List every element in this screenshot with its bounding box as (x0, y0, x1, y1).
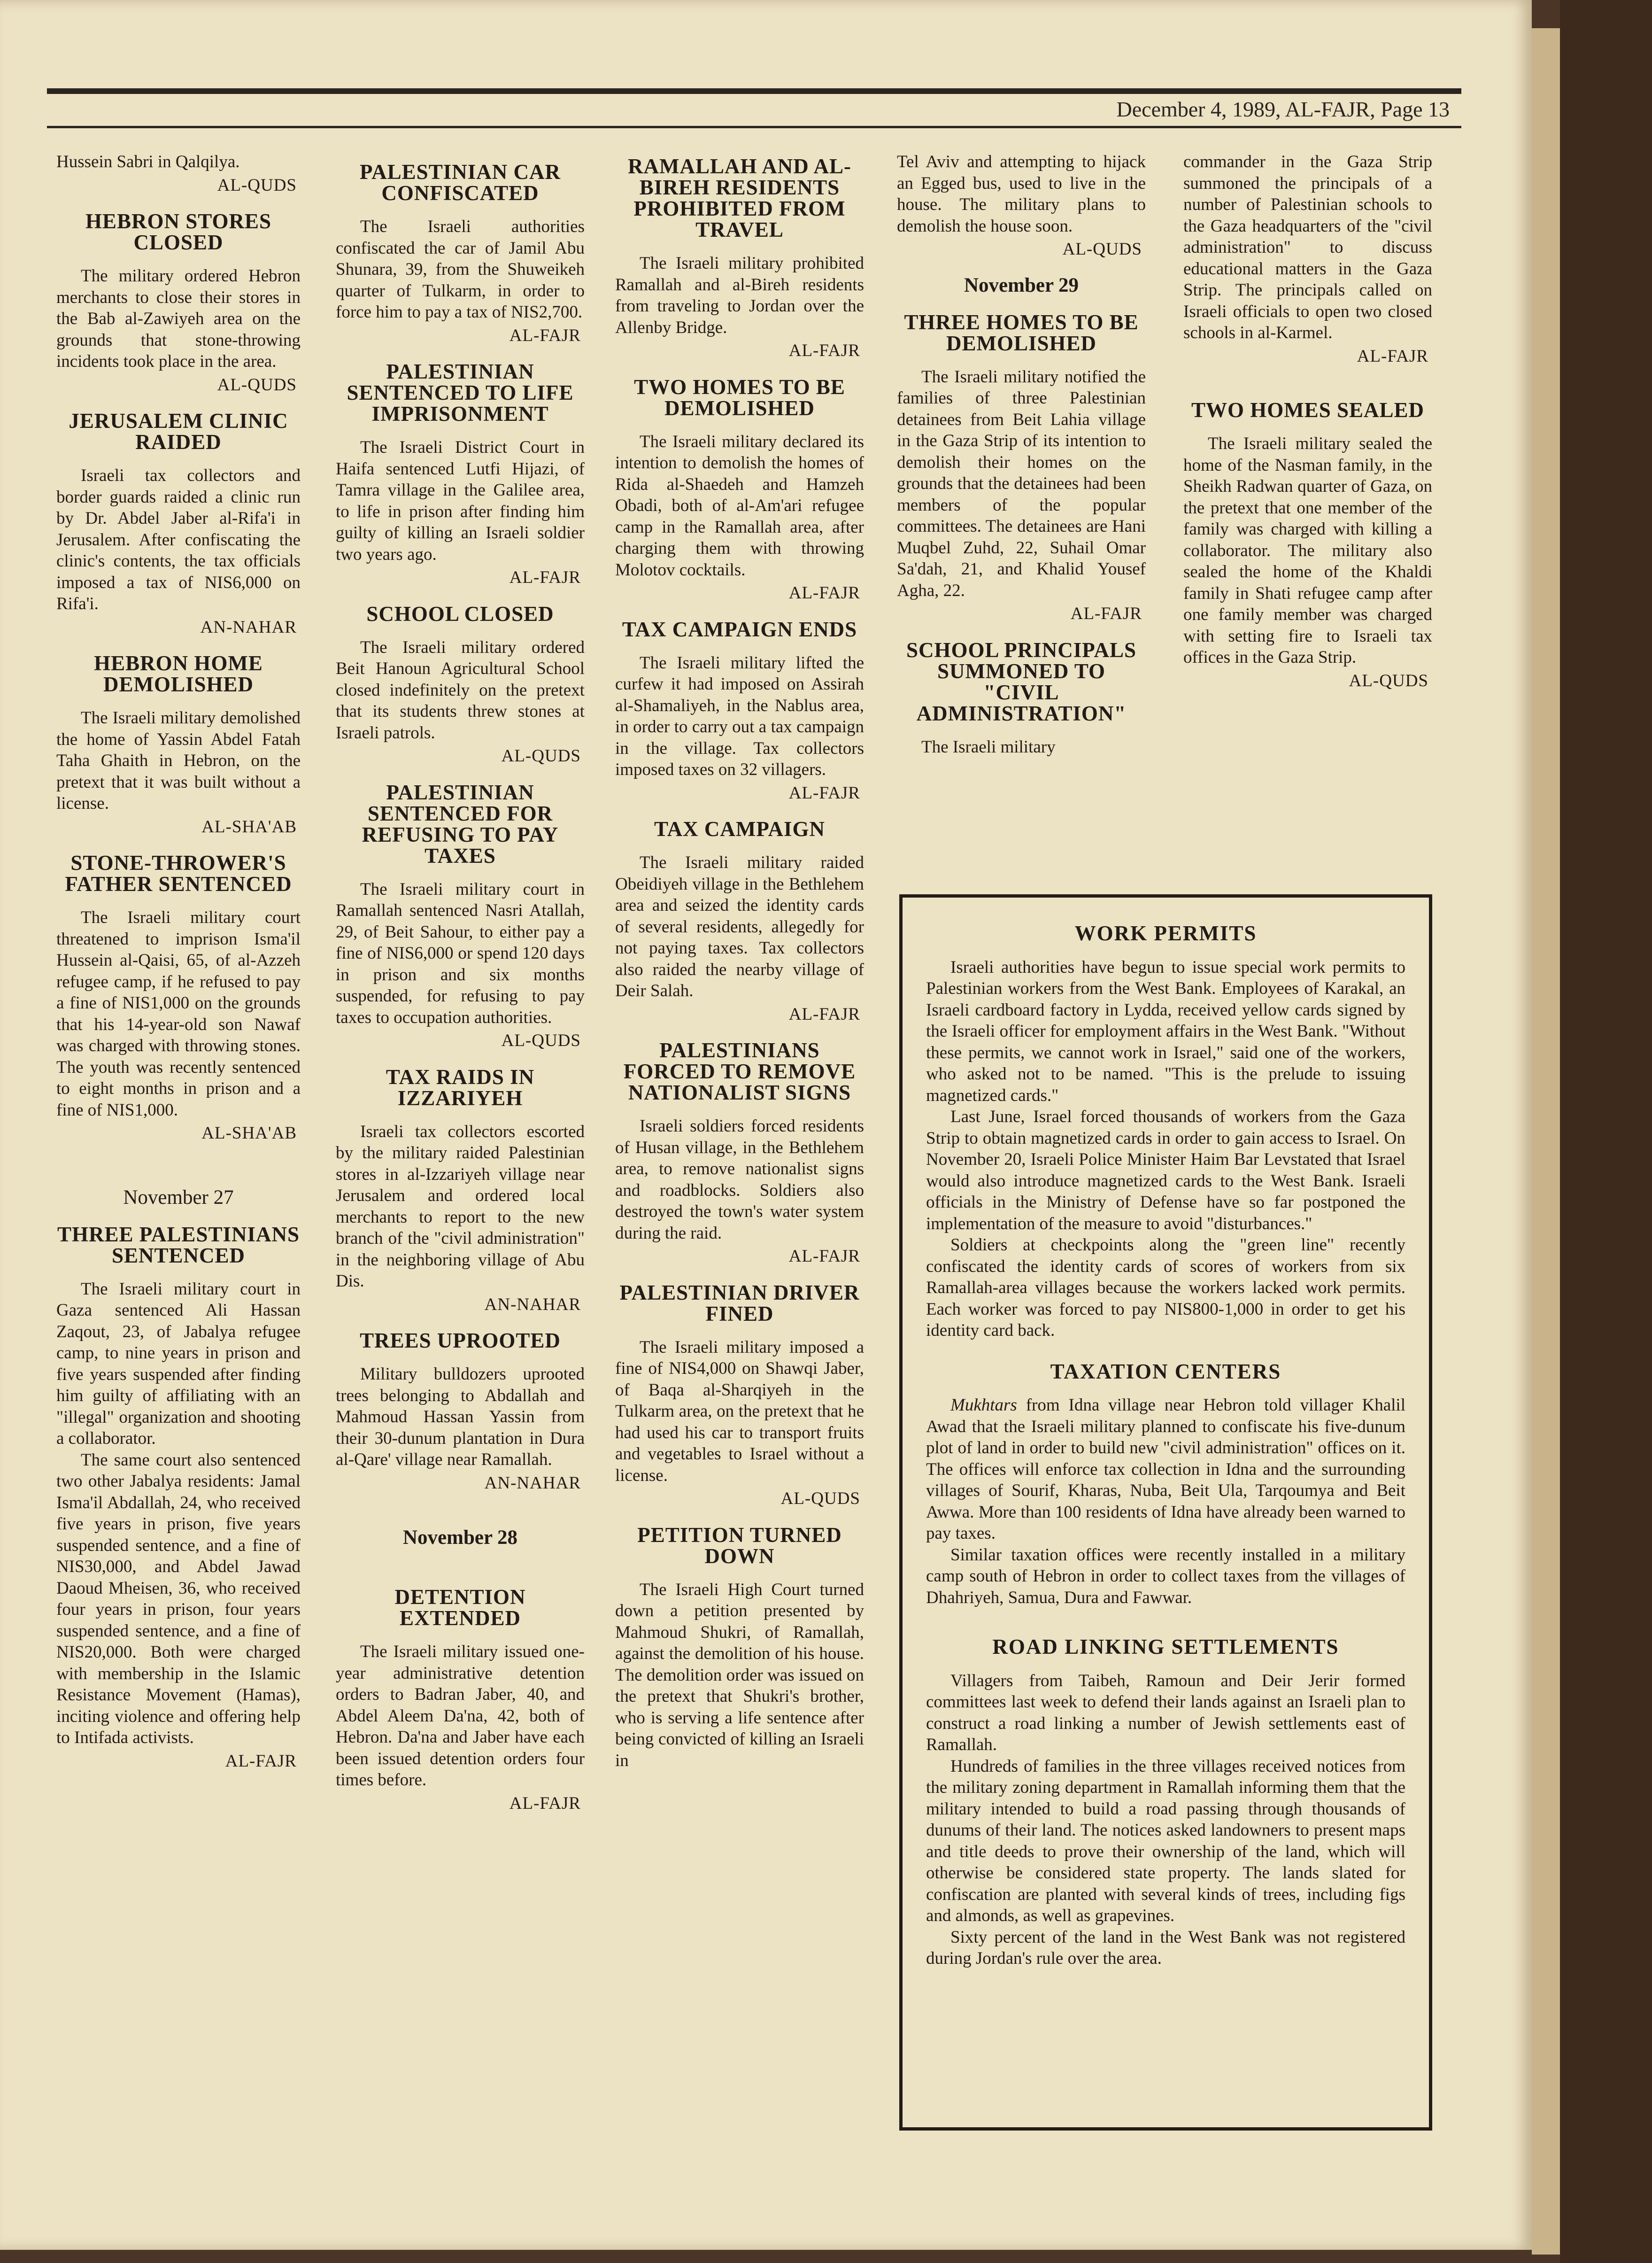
article-body: Israeli tax collectors and border guards raided a clinic run by Dr. Abdel Jaber al-Rifa'i in Jerusalem. After confiscating the clinic's contents, the tax officials imposed a tax of NIS6,000 on Rifa'i. (56, 466, 301, 613)
date-heading: November 28 (402, 1527, 518, 1549)
article-body: The Israeli District Court in Haifa sentenced Lutfi Hijazi, of Tamra village in the Galilee area, to life in prison after finding him guilty of killing an Israeli soldier two years ago. (336, 438, 585, 564)
headline-jerusalem-clinic: JERUSALEM CLINIC RAIDED (69, 409, 288, 454)
headline-travel-prohibited: RAMALLAH AND AL-BIREH RESIDENTS PROHIBITED FROM TRAVEL (627, 155, 852, 241)
page-folio: December 4, 1989, AL-FAJR, Page 13 (1116, 97, 1450, 121)
article-body: The Israeli military notified the families of three Palestinian detainees from Beit Lahia village in the Gaza Strip of its intention to demolish their homes on the grounds that the detainees had been members of the popular committees. The detainees are Hani Muqbel Zuhd, 22, Suhail Omar Sa'dah, 21, and Khalid Yousef Agha, 22. (897, 367, 1146, 600)
article-text: from Idna village near Hebron told villager Khalil Awad that the Israeli military planned to confiscate his five-dunum plot of land in order to build new "civil administration" offices on it. The offices will enforce tax collection in Idna and the surrounding villages of Sourif, Kharas, Nuba, Beit Ula, Tarqoumya and Beit Awwa. More than 100 residents of Idna have already been warned to pay taxes. (926, 1395, 1405, 1543)
source-credit: AL-FAJR (788, 1004, 860, 1024)
continued-text: Tel Aviv and attempting to hijack an Egged bus, used to live in the house. The military plans to demolish the house soon. (897, 152, 1146, 236)
headline-taxation-centers: TAXATION CENTERS (1050, 1359, 1281, 1383)
source-credit: AL-FAJR (788, 583, 860, 603)
source-credit: AL-QUDS (1349, 671, 1428, 690)
header-rule-bottom (47, 126, 1461, 128)
italic-term: Mukhtars (950, 1395, 1017, 1415)
column-5 (1183, 151, 1432, 696)
article-body: Villagers from Taibeh, Ramoun and Deir Jerir formed committees last week to defend their lands against an Israeli plan to construct a road linking a number of Jewish settlements east of Ramallah. (926, 1671, 1405, 1754)
book-binding (1560, 0, 1652, 2263)
continued-text: commander in the Gaza Strip summoned the principals of a number of Palestinian schools to the Gaza headquarters of the "civil administration" to discuss educational matters in the Gaza Strip. The principals called on Israeli officials to open two closed schools in al-Karmel. (1183, 152, 1432, 342)
article-body: Similar taxation offices were recently installed in a military camp south of Hebron in order to collect taxes from the villages of Dhahriyeh, Samua, Dura and Fawwar. (926, 1545, 1405, 1607)
article-body: Last June, Israel forced thousands of workers from the Gaza Strip to obtain magnetized cards in order to gain access to Israel. On November 20, Israeli Police Minister Haim Bar Levstated that Israel would also introduce magnetized cards to the West Bank. Israeli officials in the Ministry of Defense have so far postponed the implementation of the measure to avoid "disturbances." (926, 1107, 1405, 1233)
article-body: The Israeli military raided Obeidiyeh village in the Bethlehem area and seized the identity cards of several residents, allegedly for not paying taxes. Tax collectors also raided the nearby village of Deir Salah. (615, 853, 864, 1000)
headline-tax-campaign: TAX CAMPAIGN (654, 817, 826, 841)
source-credit: AL-FAJR (1357, 346, 1428, 366)
headline-car-confiscated: PALESTINIAN CAR CONFISCATED (360, 160, 561, 205)
page-edge (1532, 28, 1560, 2255)
column-1 (56, 151, 301, 1776)
article-body: Israeli authorities have begun to issue special work permits to Palestinian workers from the West Bank. Employees of Karakal, an Israeli cardboard factory in Lydda, received yellow cards signed by the Israeli officer for employment affairs in the West Bank. "Without these permits, we cannot work in Israel," said one of the workers, who asked not to be named. "This is the prelude to issuing magnetized cards." (926, 957, 1405, 1105)
source-credit: AL-QUDS (501, 746, 581, 766)
headline-two-homes-sealed: TWO HOMES SEALED (1191, 398, 1425, 422)
article-body: The Israeli military ordered Beit Hanoun Agricultural School closed indefinitely on the pretext that its students threw stones at Israeli patrols. (336, 637, 585, 743)
headline-work-permits: WORK PERMITS (1074, 922, 1257, 945)
headline-petition-turned-down: PETITION TURNED DOWN (637, 1523, 842, 1568)
headline-school-closed: SCHOOL CLOSED (366, 602, 554, 626)
source-credit: AN-NAHAR (200, 617, 297, 637)
article-body: The Israeli military imposed a fine of NIS4,000 on Shawqi Jaber, of Baqa al-Sharqiyeh in the Tulkarm area, on the pretext that he had used his car to transport fruits and vegetables to Israel without a license. (615, 1337, 864, 1485)
source-credit: AL-QUDS (217, 375, 297, 395)
column-3 (615, 151, 864, 1771)
source-credit: AL-FAJR (509, 568, 581, 587)
date-heading: November 29 (964, 274, 1079, 296)
source-credit: AL-FAJR (509, 1793, 581, 1813)
article-body: The Israeli military declared its intention to demolish the homes of Rida al-Shaedeh and Hamzeh Obadi, both of al-Am'ari refugee camp in the Ramallah area, after charging them with throwing Molotov cocktails. (615, 432, 864, 580)
headline-refusing-taxes: PALESTINIAN SENTENCED FOR REFUSING TO PAY TAXES (362, 780, 559, 868)
article-body: The Israeli military sealed the home of the Nasman family, in the Sheikh Radwan quarter of Gaza, on the pretext that one member of the family was charged with killing a collaborator. The military also sealed the home of the Khaldi family in Shati refugee camp after one family member was charged with setting fire to Israeli tax offices in the Gaza Strip. (1183, 434, 1432, 667)
headline-three-palestinians: THREE PALESTINIANS SENTENCED (57, 1222, 300, 1267)
source-credit: AL-FAJR (509, 326, 581, 345)
article-body: The Israeli military prohibited Ramallah and al-Bireh residents from traveling to Jordan over the Allenby Bridge. (615, 254, 864, 337)
headline-two-homes: TWO HOMES TO BE DEMOLISHED (634, 375, 845, 420)
article-body: The Israeli High Court turned down a petition presented by Mahmoud Shukri, of Ramallah, against the demolition of his house. The demolition order was issued on the pretext that Shukri's brother, who is serving a life sentence after being convicted of killing an Israeli in (615, 1580, 864, 1770)
article-body: Soldiers at checkpoints along the "green line" recently confiscated the identity cards of scores of workers from six Ramallah-area villages because the workers lacked work permits. Each worker was forced to pay NIS800-1,000 in order to get his identity card back. (926, 1235, 1405, 1340)
article-body: The Israeli military court in Ramallah sentenced Nasri Atallah, 29, of Beit Sahour, to either pay a fine of NIS6,000 or spend 120 days in prison and six months suspended, for refusing to pay taxes to occupation authorities. (336, 879, 585, 1027)
source-credit: AL-FAJR (1070, 604, 1142, 623)
headline-tax-raids: TAX RAIDS IN IZZARIYEH (386, 1065, 535, 1110)
article-body: The Israeli military issued one-year administrative detention orders to Badran Jaber, 40, and Abdel Aleem Da'na, 42, both of Hebron. Da'na and Jaber have each been issued detention orders four times before. (336, 1642, 585, 1790)
continued-text: Hussein Sabri in Qalqilya. (56, 152, 240, 171)
article-body: Israeli tax collectors escorted by the military raided Palestinian stores in al-Izzariyeh village near Jerusalem and ordered local merchants to report to the new branch of the "civil administration" in the neighboring village of Abu Dis. (336, 1122, 585, 1291)
article-body: Military bulldozers uprooted trees belonging to Abdallah and Mahmoud Hassan Yassin from their 30-dunum plantation in Dura al-Qare' village near Ramallah. (336, 1364, 585, 1469)
date-heading: November 27 (123, 1186, 234, 1209)
boxed-feature (899, 894, 1432, 2131)
headline-road-linking: ROAD LINKING SETTLEMENTS (992, 1635, 1339, 1658)
headline-three-homes: THREE HOMES TO BE DEMOLISHED (904, 310, 1139, 355)
article-body: The Israeli military lifted the curfew it had imposed on Assirah al-Shamaliyeh, in the Nablus area, in order to carry out a tax campaign in the village. Tax collectors imposed taxes on 32 villagers. (615, 653, 864, 779)
source-credit: AL-QUDS (780, 1489, 860, 1508)
article-body: Sixty percent of the land in the West Bank was not registered during Jordan's rule over the area. (926, 1927, 1405, 1968)
headline-tax-campaign-ends: TAX CAMPAIGN ENDS (622, 617, 857, 641)
article-body: The Israeli military (921, 737, 1056, 757)
column-4 (897, 151, 1146, 758)
header-rule-top (47, 88, 1461, 94)
source-credit: AL-FAJR (788, 341, 860, 360)
article-body: Hundreds of families in the three villages received notices from the military zoning department in Ramallah informing them that the military intended to build a road passing through thousands of dunums of their land. The notices asked landowners to present maps and title deeds to prove their ownership of the land, which will otherwise be considered state property. The lands slated for confiscation are planted with several kinds of trees, including figs and almonds, as well as grapevines. (926, 1756, 1405, 1925)
headline-hebron-home: HEBRON HOME DEMOLISHED (94, 651, 263, 696)
headline-trees-uprooted: TREES UPROOTED (360, 1329, 561, 1352)
source-credit: AL-SHA'AB (201, 1124, 297, 1143)
article-body (926, 1395, 1405, 1544)
source-credit: AL-SHA'AB (201, 817, 297, 837)
headline-life-imprisonment: PALESTINIAN SENTENCED TO LIFE IMPRISONMENT (347, 360, 574, 426)
article-body: The Israeli military court threatened to imprison Isma'il Hussein al-Qaisi, 65, of al-Azzeh refugee camp, if he refused to pay a fine of NIS1,000 on the grounds that his 14-year-old son Nawaf was charged with throwing stones. The youth was recently sentenced to eight months in prison and a fine of NIS1,000. (56, 908, 301, 1120)
source-credit: AL-FAJR (225, 1751, 297, 1771)
headline-driver-fined: PALESTINIAN DRIVER FINED (619, 1280, 860, 1325)
source-credit: AL-QUDS (1062, 240, 1142, 259)
source-credit: AL-FAJR (788, 783, 860, 803)
article-body: Israeli soldiers forced residents of Husan village, in the Bethlehem area, to remove nationalist signs and roadblocks. Soldiers also destroyed the town's water system during the raid. (615, 1116, 864, 1243)
source-credit: AL-FAJR (788, 1247, 860, 1266)
column-2 (336, 151, 585, 1819)
source-credit: AL-QUDS (501, 1031, 581, 1050)
headline-nationalist-signs: PALESTINIANS FORCED TO REMOVE NATIONALIST SIGNS (623, 1038, 856, 1104)
source-credit: AL-QUDS (217, 175, 297, 195)
article-body: The Israeli military demolished the home of Yassin Abdel Fatah Taha Ghaith in Hebron, on the pretext that it was built without a license. (56, 708, 301, 813)
article-body: The Israeli authorities confiscated the car of Jamil Abu Shunara, 39, from the Shuweikeh quarter of Tulkarm, in order to force him to pay a tax of NIS2,700. (336, 217, 585, 322)
article-body: The same court also sentenced two other Jabalya residents: Jamal Isma'il Abdallah, 24, who received five years in prison, five years suspended sentence, and a fine of NIS30,000, and Abdel Jawad Daoud Mheisen, 36, who received four years in prison, four years suspended sentence, and a fine of NIS20,000. Both were charged with membership in the Islamic Resistance Movement (Hamas), inciting violence and offering help to Intifada activists. (56, 1450, 301, 1747)
headline-detention-extended: DETENTION EXTENDED (394, 1585, 526, 1630)
headline-school-principals: SCHOOL PRINCIPALS SUMMONED TO "CIVIL ADMINISTRATION" (906, 638, 1136, 725)
article-body: The Israeli military court in Gaza sentenced Ali Hassan Zaqout, 23, of Jabalya refugee camp, to nine years in prison and five years suspended after finding him guilty of affiliating with an "illegal" organization and shooting a collaborator. (56, 1279, 301, 1448)
headline-hebron-stores: HEBRON STORES CLOSED (85, 209, 272, 254)
source-credit: AN-NAHAR (484, 1294, 581, 1314)
article-body: The military ordered Hebron merchants to close their stores in the Bab al-Zawiyeh area on the grounds that stone-throwing incidents took place in the area. (56, 266, 301, 371)
headline-stone-thrower: STONE-THROWER'S FATHER SENTENCED (65, 851, 292, 896)
source-credit: AN-NAHAR (484, 1473, 581, 1493)
